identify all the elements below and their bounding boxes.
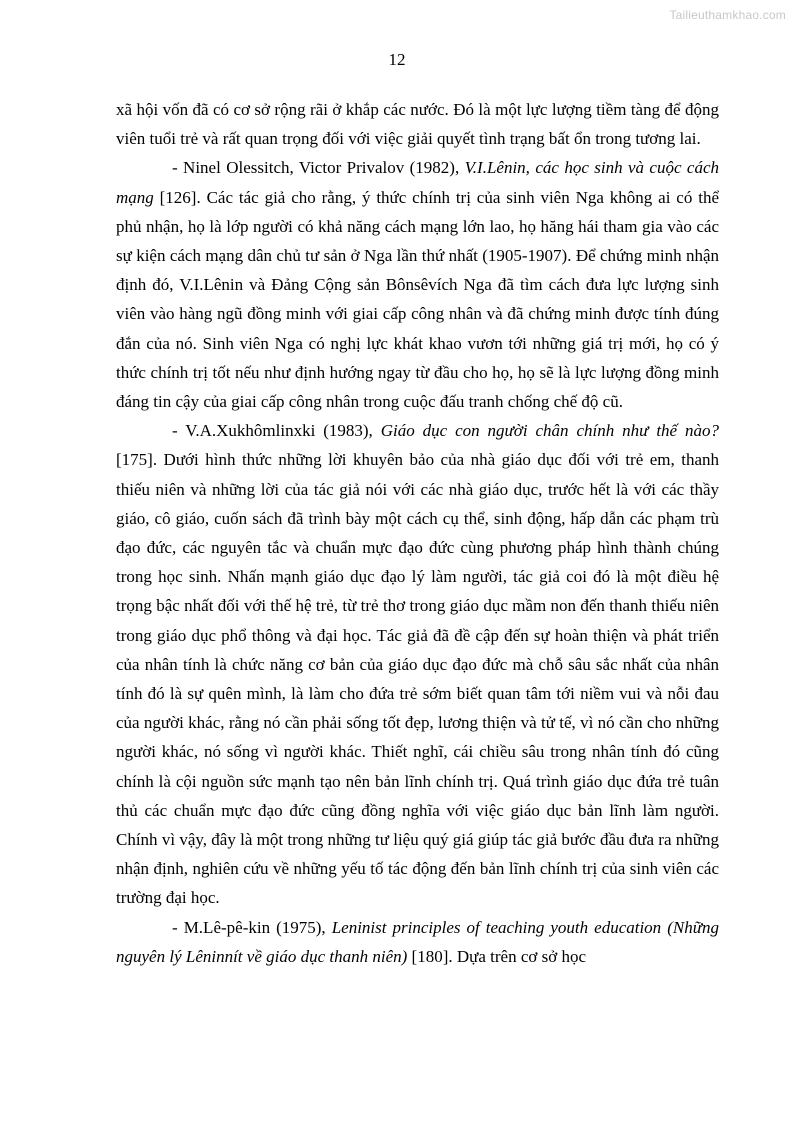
paragraph-olessitch-privalov [116, 153, 719, 416]
watermark: Tailieuthamkhao.com [669, 8, 786, 22]
page-number: 12 [388, 50, 406, 69]
paragraph-text: [180]. Dựa trên cơ sở học [407, 946, 587, 966]
paragraph-text: xã hội vốn đã có cơ sở rộng rãi ở khắp các nước. Đó là một lực lượng tiềm tàng để động viên tuổi trẻ và rất quan trọng đối với việc giải quyết tình trạng bất ổn trong tương lai. [116, 100, 719, 149]
document-body [116, 95, 719, 971]
citation-title: V.I.Lênin, các học sinh và cuộc cách mạng [116, 158, 720, 207]
paragraph-text: [126]. Các tác giả cho rằng, ý thức chính trị của sinh viên Nga không ai có thể phủ nhận, họ là lớp người có khả năng cách mạng lớn lao, họ hăng hái tham gia vào các sự kiện cách mạng dân chủ tư sản ở Nga lần thứ nhất (1905-1907). Để chứng minh nhận định đó, V.I.Lênin và Đảng Cộng sản Bônsêvích Nga đã tìm cách đưa lực lượng sinh viên vào hàng ngũ đồng minh với giai cấp công nhân và đã chứng minh được tính đúng đắn của nó. Sinh viên Nga có nghị lực khát khao vươn tới những giá trị mới, họ có ý thức chính trị tốt nếu như định hướng ngay từ đầu cho họ, họ sẽ là lực lượng đồng minh đáng tin cậy của giai cấp công nhân trong cuộc đấu tranh chống chế độ cũ. [116, 187, 719, 412]
paragraph-xukhomlinxki [116, 416, 719, 912]
citation-author: - M.Lê-pê-kin (1975), [172, 917, 332, 937]
paragraph-le-pe-kin [116, 913, 719, 971]
paragraph-continuation [116, 95, 719, 153]
citation-title: Leninist principles of teaching youth education (Những nguyên lý Lêninnít về giáo dục thanh niên) [116, 917, 719, 966]
citation-author: - V.A.Xukhômlinxki (1983), [172, 421, 381, 441]
citation-title: Giáo dục con người chân chính như thế nào? [380, 421, 720, 441]
paragraph-text: [175]. Dưới hình thức những lời khuyên bảo của nhà giáo dục đối với trẻ em, thanh thiếu niên và những lời của tác giả nói với các nhà giáo dục, trước hết là với các thầy giáo, cô giáo, cuốn sách đã trình bày một cách cụ thể, sinh động, hấp dẫn các phạm trù đạo đức, các nguyên tắc và chuẩn mực đạo đức cùng phương pháp hình thành chúng trong học sinh. Nhấn mạnh giáo dục đạo lý làm người, tác giả coi đó là một điều hệ trọng bậc nhất đối với thế hệ trẻ, từ trẻ thơ trong giáo dục mầm non đến thanh thiếu niên trong giáo dục phổ thông và đại học. Tác giả đã đề cập đến sự hoàn thiện và phát triển của nhân tính là chức năng cơ bản của giáo dục đạo đức mà chỗ sâu sắc nhất của nhân tính đó là sự quên mình, là làm cho đứa trẻ sớm biết quan tâm tới niềm vui và nỗi đau của người khác, rằng nó cần phải sống tốt đẹp, lương thiện và tử tế, vì nó cần cho những người khác, nó sống vì người khác. Thiết nghĩ, cái chiều sâu trong nhân tính đó cũng chính là cội nguồn sức mạnh tạo nên bản lĩnh chính trị. Quá trình giáo dục đứa trẻ tuân thủ các chuẩn mực đạo đức cũng đồng nghĩa với việc giáo dục bản lĩnh làm người. Chính vì vậy, đây là một trong những tư liệu quý giá giúp tác giả bước đầu đưa ra những nhận định, nghiên cứu về những yếu tố tác động đến bản lĩnh chính trị của sinh viên các trường đại học. [116, 450, 719, 908]
citation-author: - Ninel Olessitch, Victor Privalov (1982), [172, 158, 465, 178]
